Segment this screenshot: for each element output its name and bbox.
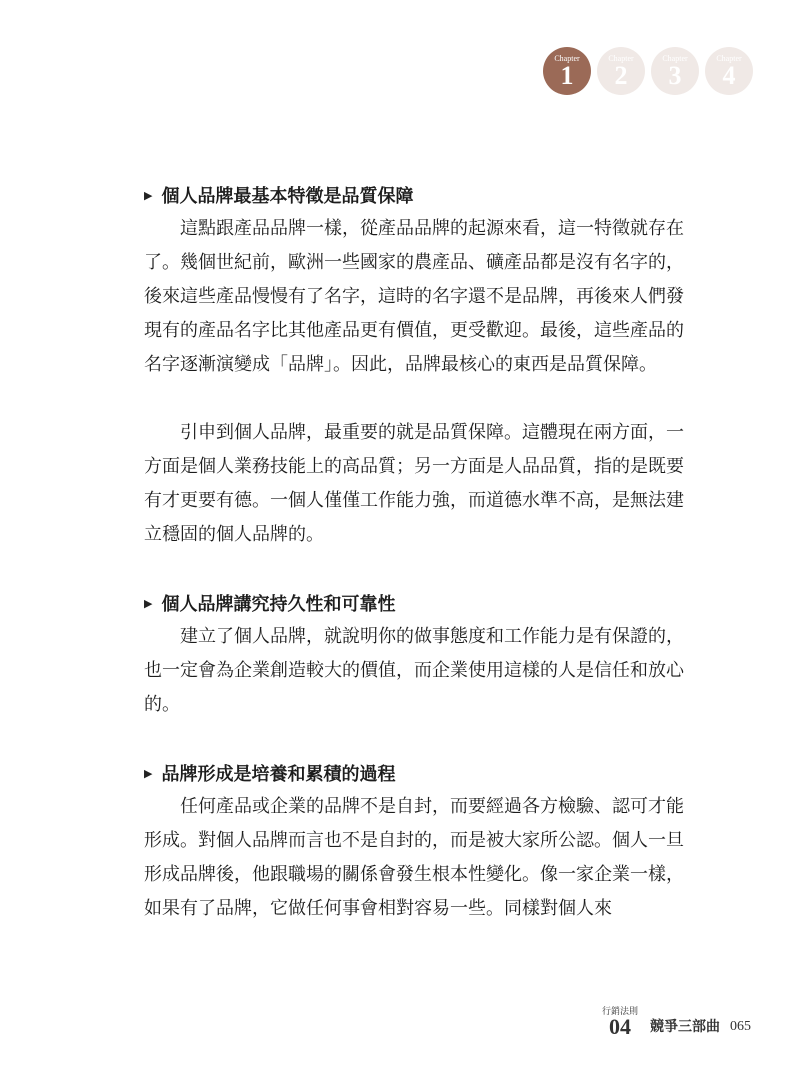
chapter-number: 1: [560, 61, 574, 90]
paragraph: 引申到個人品牌，最重要的就是品質保障。這體現在兩方面，一方面是個人業務技能上的高品質；另一方面是人品品質，指的是既要有才更要有德。一個人僅僅工作能力強，而道德水準不高，是無法建立穩固的個人品牌的。: [144, 422, 684, 545]
series-number: 04: [608, 1014, 631, 1039]
section-heading: [144, 586, 684, 620]
chapter-navigation: [543, 47, 753, 95]
series-title: 行銷法則: [601, 1006, 638, 1016]
section-heading: [144, 178, 684, 212]
section-heading-text: 個人品牌講究持久性和可靠性: [161, 594, 396, 615]
section-heading-text: 個人品牌最基本特徵是品質保障: [161, 186, 414, 207]
chapter-number: 3: [668, 61, 682, 90]
chapter-label: Chapter: [662, 54, 688, 63]
triangle-bullet-icon: ▶: [144, 596, 153, 610]
page-body: [144, 178, 684, 926]
chapter-label: Chapter: [716, 54, 742, 63]
chapter-number: 4: [722, 61, 736, 90]
paragraph: 任何產品或企業的品牌不是自封，而要經過各方檢驗、認可才能形成。對個人品牌而言也不是自封的，而是被大家所公認。個人一旦形成品牌後，他跟職場的關係會發生根本性變化。像一家企業一樣，如果有了品牌，它做任何事會相對容易一些。同樣對個人來: [144, 796, 684, 919]
triangle-bullet-icon: ▶: [144, 766, 153, 780]
chapter-label: Chapter: [554, 54, 580, 63]
page-footer: [602, 1006, 751, 1038]
chapter-4-badge: [705, 47, 753, 95]
section-heading-text: 品牌形成是培養和累積的過程: [161, 764, 396, 785]
chapter-3-badge: [651, 47, 699, 95]
chapter-label: Chapter: [608, 54, 634, 63]
book-title: 競爭三部曲: [650, 1019, 720, 1035]
chapter-number: 2: [614, 61, 628, 90]
paragraph: 這點跟產品品牌一樣，從產品品牌的起源來看，這一特徵就存在了。幾個世紀前，歐洲一些國家的農產品、礦產品都是沒有名字的，後來這些產品慢慢有了名字，這時的名字還不是品牌，再後來人們發現有的產品名字比其他產品更有價值，更受歡迎。最後，這些產品的名字逐漸演變成「品牌」。因此，品牌最核心的東西是品質保障。: [144, 218, 684, 375]
chapter-2-badge: [597, 47, 645, 95]
chapter-1-badge: [543, 47, 591, 95]
page-number: 065: [730, 1019, 751, 1034]
series-mark: [602, 1006, 638, 1038]
section-heading: [144, 756, 684, 790]
triangle-bullet-icon: ▶: [144, 188, 153, 202]
paragraph: 建立了個人品牌，就說明你的做事態度和工作能力是有保證的，也一定會為企業創造較大的價值，而企業使用這樣的人是信任和放心的。: [144, 626, 684, 715]
